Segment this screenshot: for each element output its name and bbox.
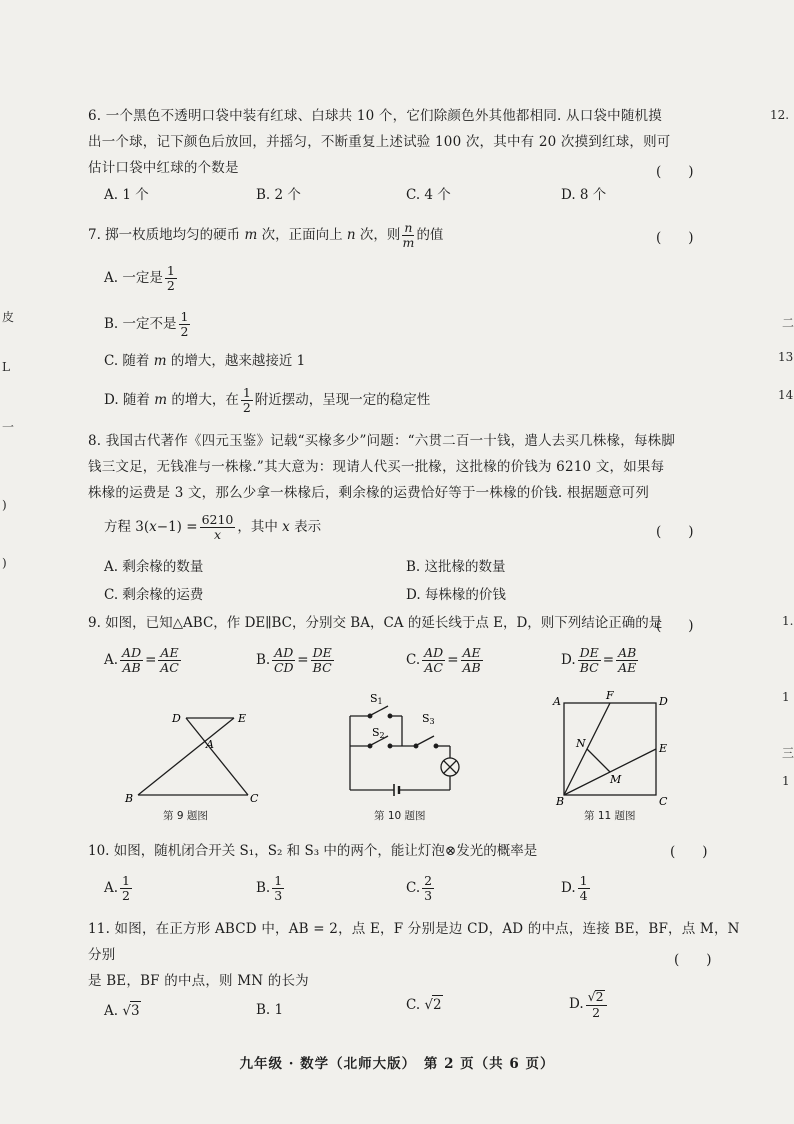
segment-dc — [186, 718, 248, 795]
figure-9 — [138, 718, 248, 795]
q8-equation: 方程 3(x−1) = $\frac{6210}{x}$ ，其中 x 表示 — [104, 511, 322, 542]
figure-9-caption: 第 9 题图 — [163, 810, 208, 822]
fig9-label-e: E — [238, 712, 247, 725]
fig11-label-c: C — [659, 795, 668, 808]
fig9-label-b: B — [125, 792, 134, 805]
edge-mark: ) — [2, 556, 7, 570]
figure-10 — [350, 706, 459, 796]
answer-bracket: ( ) — [656, 524, 694, 540]
answer-bracket: ( ) — [670, 844, 708, 860]
fig9-label-a: A — [206, 738, 214, 751]
q10-option-d: D. $\frac{1}{4}$ — [561, 872, 588, 903]
segment-mn — [587, 749, 610, 772]
figure-10-caption: 第 10 题图 — [374, 810, 426, 822]
q8-option-d: D. 每株椽的价钱 — [406, 587, 506, 603]
edge-mark: 12. — [770, 108, 790, 122]
segment-eb — [138, 718, 234, 795]
question-11 — [88, 916, 748, 994]
q6-option-a: A. 1 个 — [104, 187, 149, 203]
fig11-label-b: B — [556, 795, 565, 808]
edge-mark: 二 — [782, 316, 794, 330]
edge-mark: 一 — [2, 420, 15, 434]
q8-option-c: C. 剩余椽的运费 — [104, 587, 204, 603]
q10-option-b: B. $\frac{1}{3}$ — [256, 872, 283, 903]
fig9-label-d: D — [172, 712, 181, 725]
q11-option-c: C. √2 — [406, 997, 442, 1013]
answer-bracket: ( ) — [656, 230, 694, 246]
q6-option-b: B. 2 个 — [256, 187, 301, 203]
fig11-label-e: E — [659, 742, 668, 755]
q6-line: 估计口袋中红球的个数是 — [88, 160, 239, 176]
edge-mark: 14 — [778, 388, 794, 402]
q8-option-b: B. 这批椽的数量 — [406, 559, 506, 575]
q7-option-b: B. 一定不是 $\frac{1}{2}$ — [104, 308, 189, 339]
fig11-label-n: N — [576, 737, 586, 750]
q9-option-a: A. $\frac{AD}{AB}$ = $\frac{AE}{AC}$ — [104, 644, 179, 675]
q6-line: 出一个球，记下颜色后放回，并摇匀，不断重复上述试验 100 次，其中有 20 次摸到红球，则可 — [88, 134, 671, 150]
edge-mark: ) — [2, 498, 7, 512]
q11-option-a: A. √3 — [104, 1003, 140, 1019]
q8-option-a: A. 剩余椽的数量 — [104, 559, 204, 575]
q11-line: 11. 如图，在正方形 ABCD 中，AB = 2，点 E，F 分别是边 CD，AD 的中点，连接 BE，BF，点 M，N 分别 — [88, 921, 740, 963]
q9-option-d: D. $\frac{DE}{BC}$ = $\frac{AB}{AE}$ — [561, 644, 637, 675]
question-9: 9. 如图，已知△ABC，作 DE∥BC，分别交 BA，CA 的延长线于点 E，D，则下列结论正确的是 — [88, 615, 663, 631]
q11-line: 是 BE，BF 的中点，则 MN 的长为 — [88, 973, 309, 989]
fraction-n-over-m: $\frac{n}{m}$ — [402, 219, 415, 250]
switch-s1 — [371, 706, 388, 715]
edge-mark: 13 — [778, 350, 794, 364]
q11-option-d: D. $\frac{√2}{2}$ — [569, 984, 609, 1024]
fig11-label-m: M — [610, 773, 622, 786]
q8-line: 株椽的运费是 3 文，那么少拿一株椽后，剩余椽的运费恰好等于一株椽的价钱. 根据题意可列 — [88, 485, 650, 501]
answer-bracket: ( ) — [656, 618, 694, 634]
edge-mark: 1 — [782, 774, 790, 788]
q9-option-c: C. $\frac{AD}{AC}$ = $\frac{AE}{AB}$ — [406, 644, 481, 675]
q11-option-b: B. 1 — [256, 1002, 284, 1018]
q7-option-c: C. 随着 m 的增大，越来越接近 1 — [104, 353, 306, 369]
fig11-label-f: F — [606, 689, 614, 702]
edge-mark: 1 — [782, 690, 790, 704]
q10-option-a: A. $\frac{1}{2}$ — [104, 872, 130, 903]
answer-bracket: ( ) — [656, 164, 694, 180]
switch-s3 — [417, 736, 434, 745]
page-footer: 九年级 · 数学（北师大版） 第 2 页（共 6 页） — [239, 1056, 555, 1072]
q6-option-c: C. 4 个 — [406, 187, 451, 203]
q6-option-d: D. 8 个 — [561, 187, 607, 203]
q9-option-b: B. $\frac{AD}{CD}$ = $\frac{DE}{BC}$ — [256, 644, 332, 675]
q8-line: 钱三文足，无钱准与一株椽.”其大意为：现请人代买一批椽，这批椽的价钱为 6210 文，如果每 — [88, 459, 665, 475]
edge-mark: L — [2, 360, 10, 374]
edge-mark: 三 — [782, 746, 794, 760]
q10-option-c: C. $\frac{2}{3}$ — [406, 872, 433, 903]
question-10: 10. 如图，随机闭合开关 S₁，S₂ 和 S₃ 中的两个，能让灯泡⊗发光的概率是 — [88, 843, 538, 859]
answer-bracket: ( ) — [674, 952, 712, 968]
fig11-label-d: D — [659, 695, 668, 708]
fig11-label-a: A — [553, 695, 561, 708]
edge-mark: 皮 — [2, 310, 15, 324]
fig9-label-c: C — [250, 792, 259, 805]
q8-line: 8. 我国古代著作《四元玉鉴》记载“买椽多少”问题：“六贯二百一十钱，遣人去买几株椽，每株脚 — [88, 433, 676, 449]
q7-option-d: D. 随着 m 的增大，在 $\frac{1}{2}$ 附近摆动，呈现一定的稳定性 — [104, 384, 431, 415]
fig10-label-s1: S1 — [370, 692, 383, 706]
fig10-label-s2: S2 — [372, 726, 385, 740]
q7-option-a: A. 一定是 $\frac{1}{2}$ — [104, 262, 175, 293]
fig10-label-s3: S3 — [422, 712, 435, 726]
figure-11-caption: 第 11 题图 — [584, 810, 636, 822]
edge-mark: 1. — [782, 614, 794, 628]
question-7: 7. 掷一枚质地均匀的硬币 m 次，正面向上 n 次，则 $\frac{n}{m}$ 的值 — [88, 219, 444, 250]
q6-line: 6. 一个黑色不透明口袋中装有红球、白球共 10 个，它们除颜色外其他都相同. 从口袋中随机摸 — [88, 108, 662, 124]
